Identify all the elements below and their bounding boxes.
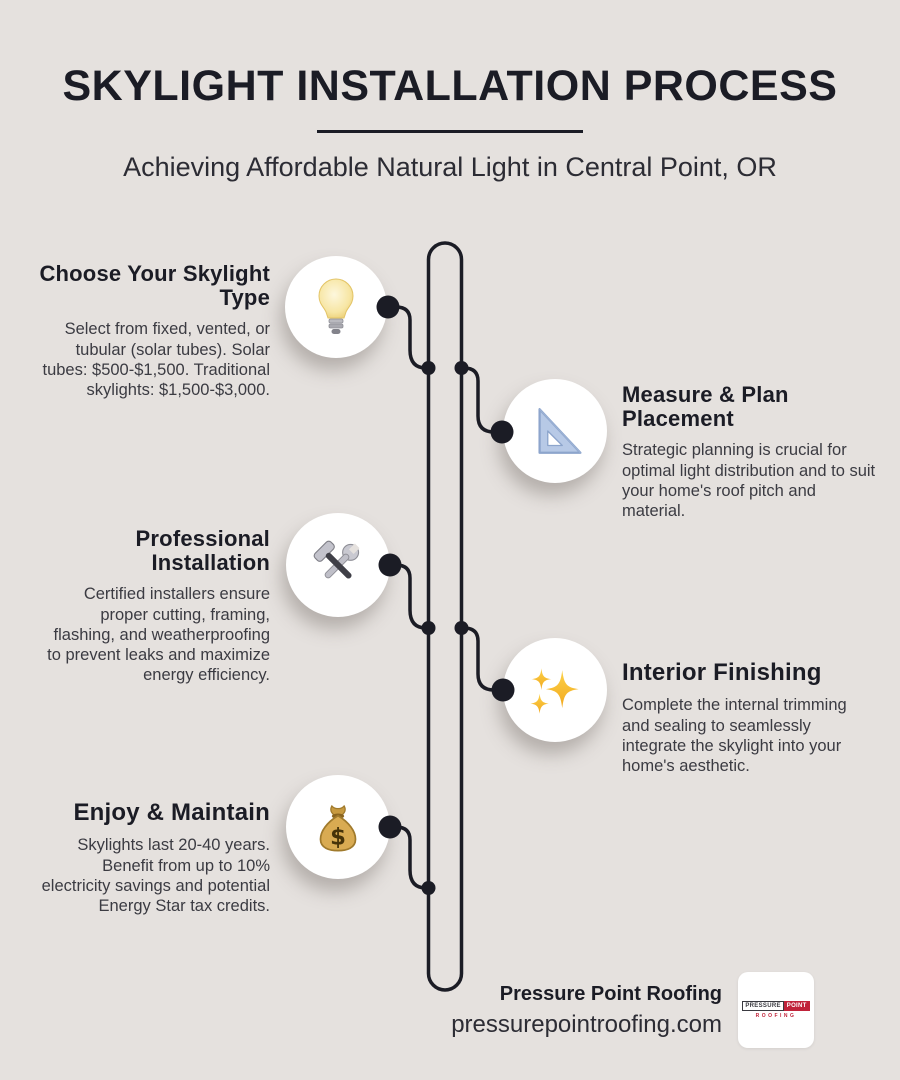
step-3-text — [38, 527, 270, 685]
connector-step2 — [461, 368, 501, 432]
company-logo — [738, 972, 814, 1048]
step-1-title: Choose Your Skylight Type — [39, 261, 270, 311]
step-1-text — [38, 262, 270, 400]
step-3-description: Certified installers ensure proper cutting, framing, flashing, and weatherproofing to prevent leaks and maximize energy efficiency. — [47, 585, 270, 684]
logo-word-accent: POINT — [784, 1001, 810, 1011]
lightbulb-icon — [313, 277, 359, 337]
step-5-circle — [286, 775, 390, 879]
step-4-description: Complete the internal trimming and sealing to seamlessly integrate the skylight into your home's aesthetic. — [622, 696, 847, 775]
logo-word-sub: ROOFING — [755, 1013, 797, 1019]
page-title: SKYLIGHT INSTALLATION PROCESS — [62, 62, 838, 110]
footer-company-name: Pressure Point Roofing — [499, 983, 722, 1005]
title-divider — [317, 130, 583, 133]
step-2-text — [622, 383, 878, 521]
step-3-title: Professional Installation — [135, 526, 270, 576]
connector-step1 — [388, 307, 426, 368]
step-3-circle — [286, 513, 390, 617]
step-4-text — [622, 660, 878, 776]
step-5-description: Skylights last 20-40 years. Benefit from up to 10% electricity savings and potential Energy Star tax credits. — [41, 836, 270, 915]
footer-website: pressurepointroofing.com — [451, 1011, 722, 1038]
step-4-circle — [503, 638, 607, 742]
money-bag-icon — [310, 799, 366, 855]
step-5-text — [38, 800, 270, 916]
rail-dot-4 — [455, 621, 469, 635]
footer — [451, 983, 722, 1039]
page-subtitle: Achieving Affordable Natural Light in Central Point, OR — [123, 152, 777, 182]
connector-step3 — [390, 565, 426, 628]
rail-dot-5 — [422, 881, 436, 895]
timeline-pill — [429, 243, 462, 990]
rail-dot-2 — [455, 361, 469, 375]
logo-word-primary: PRESSURE — [742, 1001, 783, 1011]
rail-dot-1 — [422, 361, 436, 375]
connector-step5 — [390, 827, 426, 888]
step-4-title: Interior Finishing — [622, 659, 822, 686]
step-2-description: Strategic planning is crucial for optimal light distribution and to suit your home's roof pitch and material. — [622, 441, 876, 520]
rail-dot-3 — [422, 621, 436, 635]
step-5-title: Enjoy & Maintain — [73, 799, 270, 826]
sparkles-icon — [526, 661, 584, 719]
step-2-title: Measure & Plan Placement — [622, 382, 789, 432]
svg-text:$: $ — [330, 824, 346, 851]
step-1-circle — [285, 256, 387, 358]
connector-step4 — [461, 628, 502, 690]
triangle-ruler-icon — [526, 402, 584, 460]
step-1-description: Select from fixed, vented, or tubular (solar tubes). Solar tubes: $500-$1,500. Traditional skylights: $1,500-$3,000. — [42, 320, 270, 399]
step-2-circle — [503, 379, 607, 483]
hammer-wrench-icon — [308, 535, 368, 595]
logo-strip — [742, 1001, 809, 1011]
